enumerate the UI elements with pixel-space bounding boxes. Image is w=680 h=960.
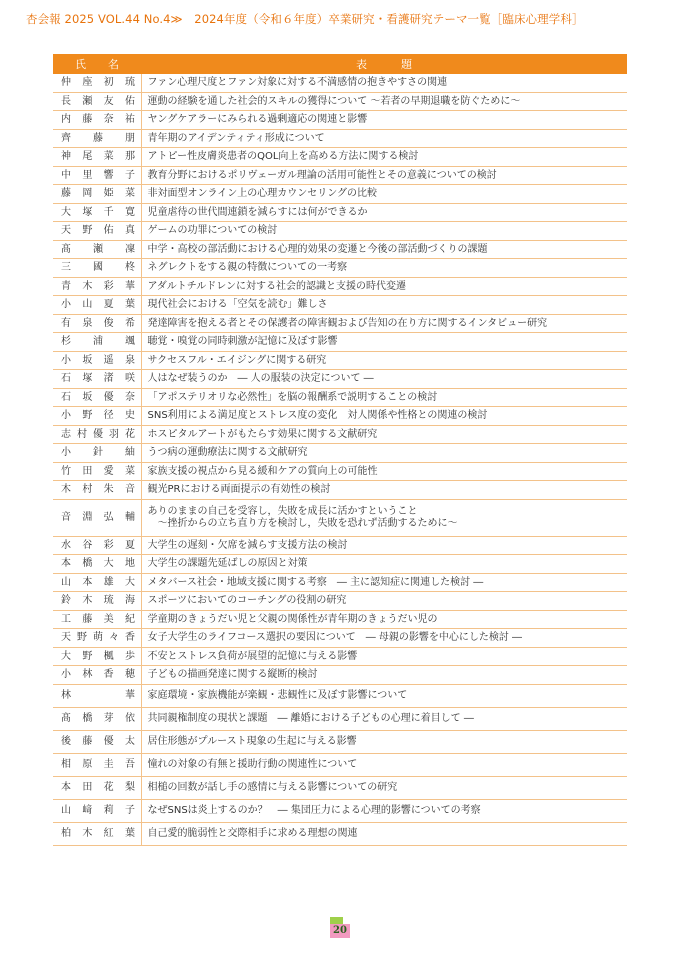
table-row <box>53 351 627 370</box>
student-name-text: 小坂遥泉 <box>61 354 135 366</box>
student-name-text: 柏木紅葉 <box>61 827 135 839</box>
student-name <box>53 799 141 822</box>
table-row <box>53 776 627 799</box>
student-name <box>53 573 141 592</box>
table-body <box>53 74 627 845</box>
research-title: 発達障害を抱える者とその保護者の障害観および告知の在り方に関するインタビュー研究 <box>141 314 627 333</box>
table-row <box>53 388 627 407</box>
research-title: 不安とストレス負荷が展望的記憶に与える影響 <box>141 647 627 666</box>
column-header-title: 表題 <box>141 54 627 74</box>
table-row <box>53 647 627 666</box>
student-name-text: 髙瀬凜 <box>61 243 135 255</box>
student-name-text: 齊藤朋 <box>61 132 135 144</box>
page-number: 20 <box>330 924 350 938</box>
theme-table-container <box>53 54 627 846</box>
table-row <box>53 333 627 352</box>
research-title: 共同親権制度の現状と課題 ― 離婚における子どもの心理に着目して ― <box>141 707 627 730</box>
table-row <box>53 684 627 707</box>
table-row <box>53 499 627 536</box>
table-row <box>53 666 627 685</box>
student-name-text: 林華 <box>61 689 135 701</box>
research-title: 大学生の遅刻・欠席を減らす支援方法の検討 <box>141 536 627 555</box>
student-name <box>53 166 141 185</box>
student-name-text: 後藤優太 <box>61 735 135 747</box>
student-name-text: 小林香穂 <box>61 669 135 680</box>
student-name <box>53 629 141 648</box>
student-name <box>53 351 141 370</box>
student-name-text: 志村優羽花 <box>61 428 135 440</box>
student-name <box>53 666 141 685</box>
student-name-text: 竹田愛菜 <box>61 465 135 477</box>
research-title: 聴覚・嗅覚の同時刺激が記憶に及ぼす影響 <box>141 333 627 352</box>
table-row <box>53 444 627 463</box>
research-title: スポーツにおいてのコーチングの役割の研究 <box>141 592 627 611</box>
table-row <box>53 148 627 167</box>
student-name <box>53 222 141 241</box>
student-name-text: 水谷彩夏 <box>61 539 135 551</box>
student-name <box>53 370 141 389</box>
research-title: うつ病の運動療法に関する文献研究 <box>141 444 627 463</box>
student-name-text: 山本雄大 <box>61 576 135 588</box>
student-name-text: 相原圭吾 <box>61 758 135 770</box>
table-row <box>53 629 627 648</box>
student-name <box>53 407 141 426</box>
table-row <box>53 573 627 592</box>
student-name-text: 石塚渚咲 <box>61 373 135 384</box>
research-title: 相槌の回数が話し手の感情に与える影響についての研究 <box>141 776 627 799</box>
table-row <box>53 822 627 845</box>
student-name-text: 小野径史 <box>61 410 135 421</box>
research-title: 居住形態がプルースト現象の生起に与える影響 <box>141 730 627 753</box>
table-row <box>53 610 627 629</box>
research-title: 女子大学生のライフコース選択の要因について ― 母親の影響を中心にした検討 ― <box>141 629 627 648</box>
research-title: 現代社会における「空気を読む」難しさ <box>141 296 627 315</box>
research-title: 家族支援の視点から見る緩和ケアの質向上の可能性 <box>141 462 627 481</box>
student-name <box>53 753 141 776</box>
table-row <box>53 129 627 148</box>
student-name <box>53 425 141 444</box>
student-name-text: 本橋大地 <box>61 558 135 569</box>
student-name <box>53 388 141 407</box>
student-name <box>53 129 141 148</box>
table-row <box>53 592 627 611</box>
research-title: 家庭環境・家族機能が楽観・悲観性に及ぼす影響について <box>141 684 627 707</box>
student-name <box>53 647 141 666</box>
student-name <box>53 730 141 753</box>
research-title: 児童虐待の世代間連鎖を減らすには何ができるか <box>141 203 627 222</box>
research-title: ありのままの自己を受容し，失敗を成長に活かすということ ～挫折からの立ち直り方を検討し，失敗を恐れず活動するために～ <box>141 499 627 536</box>
student-name <box>53 296 141 315</box>
research-title: 観光PRにおける両面提示の有効性の検討 <box>141 481 627 500</box>
student-name-text: 天野佑真 <box>61 225 135 236</box>
research-title: ネグレクトをする親の特徴についての一考察 <box>141 259 627 278</box>
research-title: 自己愛的脆弱性と交際相手に求める理想の関連 <box>141 822 627 845</box>
student-name <box>53 92 141 111</box>
table-row <box>53 753 627 776</box>
student-name <box>53 277 141 296</box>
student-name-text: 工藤美紀 <box>61 613 135 625</box>
student-name <box>53 333 141 352</box>
student-name-text: 山﨑莉子 <box>61 804 135 816</box>
research-title: SNS利用による満足度とストレス度の変化 対人関係や性格との関連の検討 <box>141 407 627 426</box>
table-row <box>53 462 627 481</box>
research-title: 「アポステリオリな必然性」を脳の報酬系で説明することの検討 <box>141 388 627 407</box>
student-name <box>53 111 141 130</box>
student-name <box>53 610 141 629</box>
column-header-name: 氏名 <box>53 54 141 74</box>
research-title: ヤングケアラーにみられる過剰適応の関連と影響 <box>141 111 627 130</box>
research-title: 憧れの対象の有無と援助行動の関連性について <box>141 753 627 776</box>
research-title: ファン心理尺度とファン対象に対する不満感情の抱きやすさの関連 <box>141 74 627 92</box>
student-name-text: 青木彩華 <box>61 280 135 292</box>
research-title: サクセスフル・エイジングに関する研究 <box>141 351 627 370</box>
table-row <box>53 92 627 111</box>
table-row <box>53 240 627 259</box>
table-row <box>53 259 627 278</box>
student-name <box>53 240 141 259</box>
table-row <box>53 425 627 444</box>
student-name-text: 石坂優奈 <box>61 391 135 403</box>
table-row <box>53 407 627 426</box>
research-title: 運動の経験を通した社会的スキルの獲得について ～若者の早期退職を防ぐために～ <box>141 92 627 111</box>
table-row <box>53 799 627 822</box>
research-title: 学童期のきょうだい児と父親の関係性が青年期のきょうだい児の <box>141 610 627 629</box>
student-name-text: 大塚千寛 <box>61 206 135 218</box>
student-name-text: 有泉俊希 <box>61 317 135 329</box>
table-row <box>53 555 627 574</box>
student-name <box>53 776 141 799</box>
student-name <box>53 481 141 500</box>
student-name-text: 三國柊 <box>61 262 135 273</box>
table-row <box>53 730 627 753</box>
table-row <box>53 111 627 130</box>
table-row <box>53 203 627 222</box>
research-title: ホスピタルアートがもたらす効果に関する文献研究 <box>141 425 627 444</box>
student-name-text: 小針紬 <box>61 447 135 458</box>
student-name-text: 中里響子 <box>61 169 135 181</box>
research-title: アダルトチルドレンに対する社会的認識と支援の時代変遷 <box>141 277 627 296</box>
student-name-text: 杉浦颯 <box>61 336 135 347</box>
student-name-text: 長瀬友佑 <box>61 95 135 107</box>
research-title: 青年期のアイデンティティ形成について <box>141 129 627 148</box>
student-name-text: 神尾菜那 <box>61 151 135 162</box>
student-name-text: 音淵弘輔 <box>61 511 135 523</box>
student-name-text: 本田花梨 <box>61 781 135 793</box>
student-name <box>53 148 141 167</box>
student-name-text: 大野楓歩 <box>61 650 135 662</box>
research-title: 中学・高校の部活動における心理的効果の変遷と今後の部活動づくりの課題 <box>141 240 627 259</box>
student-name <box>53 555 141 574</box>
research-title: アトピー性皮膚炎患者のQOL向上を高める方法に関する検討 <box>141 148 627 167</box>
research-title: メタバース社会・地域支援に関する考察 ― 主に認知症に関連した検討 ― <box>141 573 627 592</box>
student-name-text: 木村朱音 <box>61 484 135 495</box>
student-name-text: 内藤奈祐 <box>61 114 135 125</box>
research-title: 非対面型オンライン上の心理カウンセリングの比較 <box>141 185 627 204</box>
student-name <box>53 185 141 204</box>
student-name-text: 髙橋芽依 <box>61 712 135 724</box>
theme-table <box>53 54 627 846</box>
student-name <box>53 499 141 536</box>
research-title: ゲームの功罪についての検討 <box>141 222 627 241</box>
student-name <box>53 259 141 278</box>
student-name <box>53 444 141 463</box>
student-name <box>53 203 141 222</box>
table-header-row <box>53 54 627 74</box>
student-name <box>53 536 141 555</box>
research-title: 人はなぜ装うのか ― 人の服装の決定について ― <box>141 370 627 389</box>
table-row <box>53 536 627 555</box>
research-title: 教育分野におけるポリヴェーガル理論の活用可能性とその意義についての検討 <box>141 166 627 185</box>
table-row <box>53 370 627 389</box>
table-row <box>53 296 627 315</box>
table-row <box>53 222 627 241</box>
student-name-text: 小山夏葉 <box>61 299 135 310</box>
page-header: 杏会報 2025 VOL.44 No.4≫ 2024年度（令和６年度）卒業研究・看護研究テーマ一覧［臨床心理学科］ <box>26 12 584 26</box>
table-row <box>53 185 627 204</box>
student-name-text: 鈴木琉海 <box>61 595 135 606</box>
table-row <box>53 277 627 296</box>
table-row <box>53 707 627 730</box>
student-name <box>53 314 141 333</box>
table-row <box>53 314 627 333</box>
table-row <box>53 166 627 185</box>
table-row <box>53 74 627 92</box>
research-title: なぜSNSは炎上するのか？ ― 集団圧力による心理的影響についての考察 <box>141 799 627 822</box>
research-title: 大学生の課題先延ばしの原因と対策 <box>141 555 627 574</box>
student-name-text: 仲座初琉 <box>61 77 135 88</box>
student-name <box>53 822 141 845</box>
student-name <box>53 707 141 730</box>
student-name <box>53 592 141 611</box>
student-name <box>53 74 141 92</box>
table-row <box>53 481 627 500</box>
student-name-text: 藤岡姫菜 <box>61 188 135 199</box>
student-name <box>53 462 141 481</box>
student-name-text: 天野萌々香 <box>61 632 135 643</box>
research-title: 子どもの描画発達に関する縦断的検討 <box>141 666 627 685</box>
student-name <box>53 684 141 707</box>
